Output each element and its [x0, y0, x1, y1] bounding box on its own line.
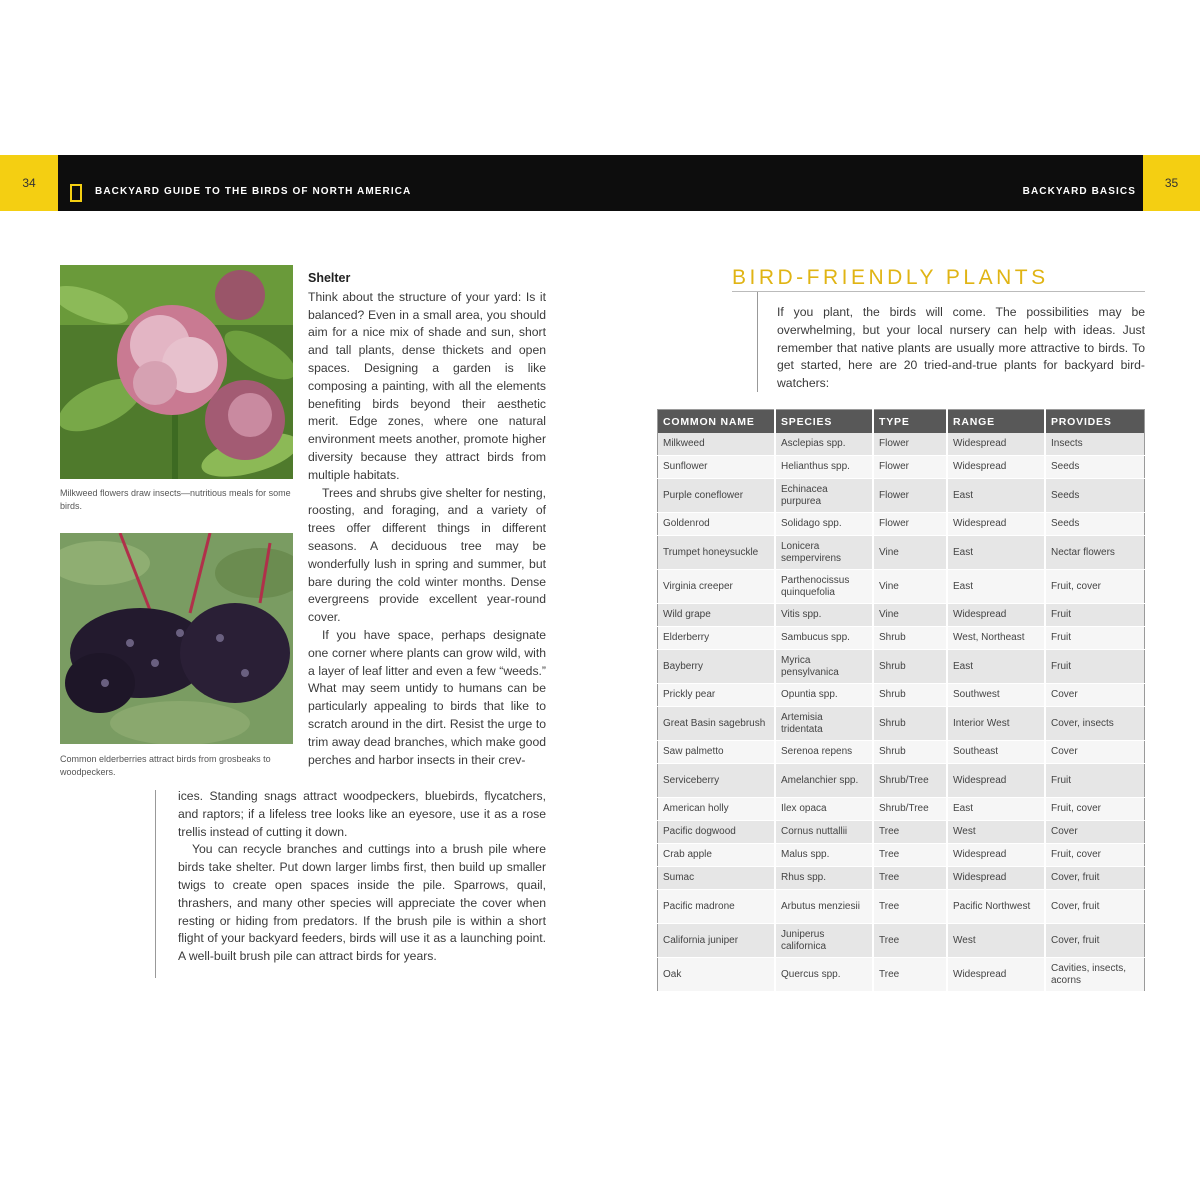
- common-name-cell: Virginia creeper: [658, 570, 776, 604]
- table-row: [658, 958, 1145, 992]
- range-cell: Pacific Northwest: [947, 890, 1045, 924]
- plants-table-body: [658, 433, 1145, 992]
- provides-cell: Cavities, insects, acorns: [1045, 958, 1145, 992]
- shelter-article-continued: [178, 788, 546, 966]
- type-cell: Vine: [873, 570, 947, 604]
- provides-cell: Nectar flowers: [1045, 536, 1145, 570]
- species-cell: Amelanchier spp.: [775, 764, 873, 798]
- right-page-number: 35: [1143, 155, 1200, 211]
- range-cell: Southwest: [947, 684, 1045, 707]
- type-cell: Shrub/Tree: [873, 798, 947, 821]
- column-header: RANGE: [947, 410, 1045, 434]
- common-name-cell: Purple coneflower: [658, 479, 776, 513]
- provides-cell: Seeds: [1045, 513, 1145, 536]
- table-row: [658, 433, 1145, 456]
- range-cell: East: [947, 536, 1045, 570]
- range-cell: East: [947, 798, 1045, 821]
- species-cell: Myrica pensylvanica: [775, 650, 873, 684]
- table-row: [658, 741, 1145, 764]
- common-name-cell: Sunflower: [658, 456, 776, 479]
- type-cell: Flower: [873, 513, 947, 536]
- common-name-cell: Pacific dogwood: [658, 821, 776, 844]
- type-cell: Vine: [873, 604, 947, 627]
- provides-cell: Fruit: [1045, 627, 1145, 650]
- table-row: [658, 890, 1145, 924]
- type-cell: Vine: [873, 536, 947, 570]
- milkweed-caption: Milkweed flowers draw insects—nutritious meals for some birds.: [60, 488, 291, 511]
- shelter-article: [308, 270, 546, 769]
- range-cell: Widespread: [947, 844, 1045, 867]
- milkweed-photo: [60, 265, 293, 479]
- type-cell: Tree: [873, 867, 947, 890]
- species-cell: Opuntia spp.: [775, 684, 873, 707]
- common-name-cell: Milkweed: [658, 433, 776, 456]
- species-cell: Sambucus spp.: [775, 627, 873, 650]
- chapter-title: BACKYARD BASICS: [1022, 186, 1136, 197]
- table-row: [658, 479, 1145, 513]
- species-cell: Helianthus spp.: [775, 456, 873, 479]
- column-header: COMMON NAME: [658, 410, 776, 434]
- national-geographic-logo: [70, 184, 82, 202]
- common-name-cell: Elderberry: [658, 627, 776, 650]
- table-row: [658, 798, 1145, 821]
- range-cell: Widespread: [947, 604, 1045, 627]
- book-title: BACKYARD GUIDE TO THE BIRDS OF NORTH AMERICA: [95, 186, 412, 197]
- range-cell: Widespread: [947, 867, 1045, 890]
- species-cell: Solidago spp.: [775, 513, 873, 536]
- running-header: [0, 155, 1200, 211]
- provides-cell: Cover: [1045, 684, 1145, 707]
- type-cell: Shrub: [873, 707, 947, 741]
- common-name-cell: Trumpet honeysuckle: [658, 536, 776, 570]
- range-cell: East: [947, 479, 1045, 513]
- column-header: PROVIDES: [1045, 410, 1145, 434]
- shelter-paragraph-3b: ices. Standing snags attract woodpeckers, bluebirds, flycatchers, and raptors; if a lifeless tree looks like an eyesore, use it as a rose trellis instead of cutting it down.: [178, 789, 546, 839]
- range-cell: East: [947, 650, 1045, 684]
- species-cell: Parthenocissus quinquefolia: [775, 570, 873, 604]
- species-cell: Serenoa repens: [775, 741, 873, 764]
- common-name-cell: Wild grape: [658, 604, 776, 627]
- range-cell: Southeast: [947, 741, 1045, 764]
- table-row: [658, 821, 1145, 844]
- provides-cell: Fruit: [1045, 764, 1145, 798]
- common-name-cell: Bayberry: [658, 650, 776, 684]
- common-name-cell: Great Basin sagebrush: [658, 707, 776, 741]
- table-row: [658, 924, 1145, 958]
- provides-cell: Seeds: [1045, 479, 1145, 513]
- range-cell: Widespread: [947, 456, 1045, 479]
- type-cell: Tree: [873, 890, 947, 924]
- type-cell: Shrub: [873, 650, 947, 684]
- range-cell: West: [947, 924, 1045, 958]
- provides-cell: Cover: [1045, 821, 1145, 844]
- species-cell: Arbutus menziesii: [775, 890, 873, 924]
- range-cell: West, Northeast: [947, 627, 1045, 650]
- common-name-cell: Pacific madrone: [658, 890, 776, 924]
- type-cell: Shrub: [873, 684, 947, 707]
- provides-cell: Cover, insects: [1045, 707, 1145, 741]
- shelter-paragraph-3a: If you have space, perhaps designate one corner where plants can grow wild, with a layer of leaf litter and even a few “weeds.” What may seem untidy to humans can be particularly appealing to birds that like to scratch around in the dirt. Resist the urge to trim away dead branches, which make good perches and harbor insects in their crev-: [308, 627, 546, 767]
- range-cell: Interior West: [947, 707, 1045, 741]
- plants-section-title: BIRD-FRIENDLY PLANTS: [732, 266, 1049, 289]
- table-row: [658, 764, 1145, 798]
- table-row: [658, 707, 1145, 741]
- species-cell: Vitis spp.: [775, 604, 873, 627]
- species-cell: Quercus spp.: [775, 958, 873, 992]
- range-cell: Widespread: [947, 764, 1045, 798]
- provides-cell: Cover, fruit: [1045, 924, 1145, 958]
- table-row: [658, 456, 1145, 479]
- provides-cell: Cover, fruit: [1045, 890, 1145, 924]
- common-name-cell: California juniper: [658, 924, 776, 958]
- type-cell: Tree: [873, 924, 947, 958]
- common-name-cell: Goldenrod: [658, 513, 776, 536]
- provides-cell: Insects: [1045, 433, 1145, 456]
- species-cell: Ilex opaca: [775, 798, 873, 821]
- range-cell: Widespread: [947, 958, 1045, 992]
- type-cell: Flower: [873, 456, 947, 479]
- table-row: [658, 570, 1145, 604]
- type-cell: Tree: [873, 844, 947, 867]
- table-row: [658, 627, 1145, 650]
- column-header: SPECIES: [775, 410, 873, 434]
- intro-rule: [757, 292, 758, 392]
- table-row: [658, 513, 1145, 536]
- species-cell: Lonicera sempervirens: [775, 536, 873, 570]
- provides-cell: Fruit, cover: [1045, 570, 1145, 604]
- range-cell: East: [947, 570, 1045, 604]
- range-cell: West: [947, 821, 1045, 844]
- species-cell: Artemisia tridentata: [775, 707, 873, 741]
- provides-cell: Cover, fruit: [1045, 867, 1145, 890]
- table-header-row: [658, 410, 1145, 434]
- common-name-cell: Crab apple: [658, 844, 776, 867]
- common-name-cell: Oak: [658, 958, 776, 992]
- type-cell: Flower: [873, 433, 947, 456]
- provides-cell: Fruit, cover: [1045, 798, 1145, 821]
- range-cell: Widespread: [947, 433, 1045, 456]
- title-rule: [732, 291, 1145, 292]
- shelter-paragraph-1: Think about the structure of your yard: Is it balanced? Even in a small area, you should aim for a nice mix of shade and sun, short and tall plants, dense thickets and open spaces. Designing a garden is like composing a painting, with all the elements benefiting birds beyond their aesthetic merit. Edge zones, where one natural environment meets another, promote higher diversity because they attract birds from multiple habitats.: [308, 289, 546, 482]
- type-cell: Shrub/Tree: [873, 764, 947, 798]
- type-cell: Shrub: [873, 627, 947, 650]
- provides-cell: Fruit, cover: [1045, 844, 1145, 867]
- species-cell: Rhus spp.: [775, 867, 873, 890]
- provides-cell: Cover: [1045, 741, 1145, 764]
- table-row: [658, 684, 1145, 707]
- provides-cell: Fruit: [1045, 604, 1145, 627]
- column-rule: [155, 790, 156, 978]
- shelter-paragraph-2: Trees and shrubs give shelter for nesting, roosting, and foraging, and a variety of trees offer different things in different seasons. A deciduous tree may be wonderfully lush in spring and summer, but bare during the cold winter months. Dense evergreens provide excellent year-round cover.: [308, 485, 546, 625]
- table-row: [658, 844, 1145, 867]
- species-cell: Cornus nuttallii: [775, 821, 873, 844]
- shelter-paragraph-4: You can recycle branches and cuttings into a brush pile where birds take shelter. Put down larger limbs first, then build up smaller twigs to create open spaces inside the pile. Sparrows, quail, thrashers, and many other species will appreciate the cover when resting or hiding from predators. If the brush pile is within a short flight of your backyard feeders, birds will use it as a launching point. A well-built brush pile can attract birds for years.: [178, 842, 546, 964]
- elderberry-caption: Common elderberries attract birds from grosbeaks to woodpeckers.: [60, 754, 271, 777]
- provides-cell: Fruit: [1045, 650, 1145, 684]
- type-cell: Tree: [873, 821, 947, 844]
- table-row: [658, 650, 1145, 684]
- type-cell: Shrub: [873, 741, 947, 764]
- species-cell: Malus spp.: [775, 844, 873, 867]
- common-name-cell: Serviceberry: [658, 764, 776, 798]
- type-cell: Tree: [873, 958, 947, 992]
- type-cell: Flower: [873, 479, 947, 513]
- common-name-cell: American holly: [658, 798, 776, 821]
- species-cell: Asclepias spp.: [775, 433, 873, 456]
- common-name-cell: Prickly pear: [658, 684, 776, 707]
- provides-cell: Seeds: [1045, 456, 1145, 479]
- left-page-number: 34: [0, 155, 58, 211]
- column-header: TYPE: [873, 410, 947, 434]
- common-name-cell: Sumac: [658, 867, 776, 890]
- common-name-cell: Saw palmetto: [658, 741, 776, 764]
- table-row: [658, 604, 1145, 627]
- table-row: [658, 867, 1145, 890]
- elderberry-photo: [60, 533, 293, 744]
- plants-intro: If you plant, the birds will come. The possibilities may be overwhelming, but your local nursery can help with ideas. Just remember that native plants are usually more attractive to birds. To get started, here are 20 tried-and-true plants for backyard bird-watchers:: [777, 305, 1145, 391]
- shelter-heading: Shelter: [308, 271, 351, 285]
- species-cell: Juniperus californica: [775, 924, 873, 958]
- range-cell: Widespread: [947, 513, 1045, 536]
- plants-table: [657, 409, 1145, 992]
- table-row: [658, 536, 1145, 570]
- species-cell: Echinacea purpurea: [775, 479, 873, 513]
